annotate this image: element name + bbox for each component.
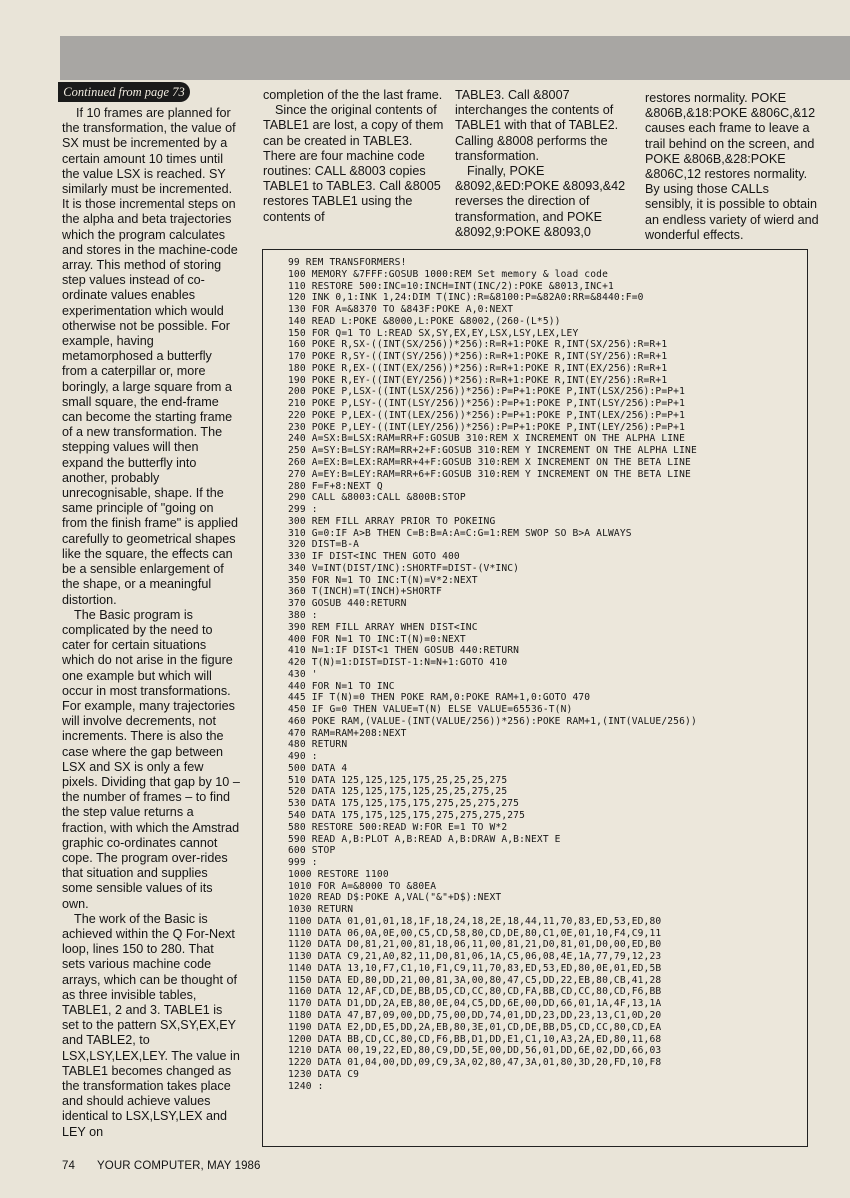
listing-line: 1100 DATA 01,01,01,18,1F,18,24,18,2E,18,44,11,70,83,ED,53,ED,80 xyxy=(288,915,662,927)
listing-line: 1150 DATA ED,80,DD,21,00,81,3A,00,80,47,C5,DD,22,EB,80,CB,41,28 xyxy=(288,974,662,986)
listing-line: 280 F=F+8:NEXT Q xyxy=(288,480,383,492)
listing-line: 540 DATA 175,175,125,175,275,275,275,275 xyxy=(288,809,526,821)
paragraph: Since the original contents of TABLE1 are lost, a copy of them can be created in TABLE3. There are four machine code routines: CALL &8003 copies TABLE1 to TABLE3. Call &8005 restores TABLE1 using the contents of xyxy=(263,103,444,224)
listing-line: 1220 DATA 01,04,00,DD,09,C9,3A,02,80,47,3A,01,80,3D,20,FD,10,F8 xyxy=(288,1057,662,1069)
listing-line: 330 IF DIST<INC THEN GOTO 400 xyxy=(288,551,460,563)
column-4-text xyxy=(645,91,820,243)
listing-line: 290 CALL &8003:CALL &800B:STOP xyxy=(288,492,466,504)
listing-line: 1000 RESTORE 1100 xyxy=(288,868,389,880)
listing-line: 450 IF G=0 THEN VALUE=T(N) ELSE VALUE=65536-T(N) xyxy=(288,704,573,716)
listing-line: 440 FOR N=1 TO INC xyxy=(288,680,395,692)
listing-line: 530 DATA 175,125,175,175,275,25,275,275 xyxy=(288,798,520,810)
listing-line: 340 V=INT(DIST/INC):SHORTF=DIST-(V*INC) xyxy=(288,562,520,574)
listing-line: 250 A=SY:B=LSY:RAM=RR+2+F:GOSUB 310:REM Y INCREMENT ON THE ALPHA LINE xyxy=(288,445,697,457)
listing-line: 590 READ A,B:PLOT A,B:READ A,B:DRAW A,B:NEXT E xyxy=(288,833,561,845)
page-number: 74 xyxy=(62,1160,75,1172)
listing-line: 300 REM FILL ARRAY PRIOR TO POKEING xyxy=(288,515,496,527)
listing-line: 1110 DATA 06,0A,0E,00,C5,CD,58,80,CD,DE,80,C1,0E,01,10,F4,C9,11 xyxy=(288,927,662,939)
listing-line: 99 REM TRANSFORMERS! xyxy=(288,257,407,268)
listing-line: 270 A=EY:B=LEY:RAM=RR+6+F:GOSUB 310:REM Y INCREMENT ON THE BETA LINE xyxy=(288,468,691,480)
listing-line: 1010 FOR A=&8000 TO &80EA xyxy=(288,880,437,892)
column-3 xyxy=(455,88,633,240)
listing-line: 230 POKE P,LEY-((INT(LEY/256))*256):P=P+1:POKE P,INT(LEY/256):P=P+1 xyxy=(288,421,686,433)
listing-line: 170 POKE R,SY-((INT(SY/256))*256):R=R+1:POKE R,INT(SY/256):R=R+1 xyxy=(288,351,668,363)
listing-line: 120 INK 0,1:INK 1,24:DIM T(INC):R=&8100:P=&82A0:RR=&8440:F=0 xyxy=(288,292,644,304)
paragraph: Finally, POKE &8092,&ED:POKE &8093,&42 reverses the direction of transformation, and POKE &8092,9:POKE &8093,0 xyxy=(455,164,626,239)
listing-line: 510 DATA 125,125,125,175,25,25,25,275 xyxy=(288,774,508,786)
listing-line: 220 POKE P,LEX-((INT(LEX/256))*256):P=P+1:POKE P,INT(LEX/256):P=P+1 xyxy=(288,409,686,421)
column-1 xyxy=(62,106,240,1140)
column-2-text xyxy=(263,88,445,225)
listing-line: 370 GOSUB 440:RETURN xyxy=(288,598,407,610)
listing-line: 490 : xyxy=(288,751,318,763)
column-3-text xyxy=(455,88,633,240)
listing-line: 520 DATA 125,125,175,125,25,25,275,25 xyxy=(288,786,508,798)
page-footer xyxy=(62,1160,283,1172)
header-bar xyxy=(60,36,850,80)
listing-line: 320 DIST=B-A xyxy=(288,539,360,551)
program-listing xyxy=(288,257,803,1092)
listing-line: 1200 DATA BB,CD,CC,80,CD,F6,BB,D1,DD,E1,C1,10,A3,2A,ED,80,11,68 xyxy=(288,1033,662,1045)
listing-line: 310 G=0:IF A>B THEN C=B:B=A:A=C:G=1:REM SWOP SO B>A ALWAYS xyxy=(288,527,632,539)
listing-line: 1170 DATA D1,DD,2A,EB,80,0E,04,C5,DD,6E,00,DD,66,01,1A,4F,13,1A xyxy=(288,998,662,1010)
listing-line: 1140 DATA 13,10,F7,C1,10,F1,C9,11,70,83,ED,53,ED,80,0E,01,ED,5B xyxy=(288,962,662,974)
listing-line: 430 ' xyxy=(288,668,318,680)
publication-line: YOUR COMPUTER, MAY 1986 xyxy=(97,1160,261,1172)
listing-line: 410 N=1:IF DIST<1 THEN GOSUB 440:RETURN xyxy=(288,645,520,657)
listing-line: 390 REM FILL ARRAY WHEN DIST<INC xyxy=(288,621,478,633)
listing-line: 190 POKE R,EY-((INT(EY/256))*256):R=R+1:POKE R,INT(EY/256):R=R+1 xyxy=(288,374,668,386)
listing-line: 299 : xyxy=(288,504,318,516)
paragraph: If 10 frames are planned for the transformation, the value of SX must be incremented by a certain amount 10 times until the value LSX is reached. SY similarly must be incremented. It is those incremental steps on the alpha and beta trajectories which the program calculates and stores in the machine-code array. This method of storing step values instead of co-ordinate values enables experimentation which would otherwise not be possible. For example, having metamorphosed a butterfly from a caterpillar or, more boringly, a large square from a small square, the end-frame can become the starting frame of a new transformation. The stepping values will then expand the butterfly into another, probably unrecognisable, shape. If the same principle of "going on from the finish frame" is applied carefully to geometrical shapes like the square, the effects can be a sensible enlargement of the shape, or a meaningful distortion. xyxy=(62,106,238,607)
listing-line: 110 RESTORE 500:INC=10:INCH=INT(INC/2):POKE &8013,INC+1 xyxy=(288,280,614,292)
listing-line: 1240 : xyxy=(288,1080,324,1092)
paragraph: The Basic program is complicated by the need to cater for certain situations which do not arise in the figure one example but which will occur in most transformations. For example, many trajectories will involve decrements, not increments. There is also the case where the gap between LSX and SX is only a few pixels. Dividing that gap by 10 – the number of frames – to find the step value returns a fraction, with which the Amstrad graphic co-ordinates cannot cope. The program over-rides that situation and supplies some sensible values of its own. xyxy=(62,607,240,911)
listing-line: 160 POKE R,SX-((INT(SX/256))*256):R=R+1:POKE R,INT(SX/256):R=R+1 xyxy=(288,339,668,351)
listing-line: 150 FOR Q=1 TO L:READ SX,SY,EX,EY,LSX,LSY,LEX,LEY xyxy=(288,327,579,339)
listing-line: 380 : xyxy=(288,609,318,621)
listing-line: 500 DATA 4 xyxy=(288,762,348,774)
listing-line: 1230 DATA C9 xyxy=(288,1068,360,1080)
column-1-text xyxy=(62,106,240,1140)
listing-line: 240 A=SX:B=LSX:RAM=RR+F:GOSUB 310:REM X INCREMENT ON THE ALPHA LINE xyxy=(288,433,686,445)
column-4 xyxy=(645,91,820,243)
listing-line: 1210 DATA 00,19,22,ED,80,C9,DD,5E,00,DD,56,01,DD,6E,02,DD,66,03 xyxy=(288,1045,662,1057)
continued-tab: Continued from page 73 xyxy=(58,82,190,102)
column-2 xyxy=(263,88,445,225)
listing-line: 470 RAM=RAM+208:NEXT xyxy=(288,727,407,739)
listing-line: 460 POKE RAM,(VALUE-(INT(VALUE/256))*256):POKE RAM+1,(INT(VALUE/256)) xyxy=(288,715,697,727)
paragraph: restores normality. POKE &806B,&18:POKE &806C,&12 causes each frame to leave a trail behind on the screen, and POKE &806B,&28:POKE &806C,12 restores normality. By using those CALLs sensibly, it is possible to obtain an endless variety of wierd and wonderful effects. xyxy=(645,91,819,242)
listing-line: 260 A=EX:B=LEX:RAM=RR+4+F:GOSUB 310:REM X INCREMENT ON THE BETA LINE xyxy=(288,457,691,469)
paragraph: completion of the the last frame. xyxy=(263,88,443,102)
listing-line: 420 T(N)=1:DIST=DIST-1:N=N+1:GOTO 410 xyxy=(288,657,508,669)
listing-line: 130 FOR A=&8370 TO &843F:POKE A,0:NEXT xyxy=(288,304,514,316)
listing-line: 600 STOP xyxy=(288,845,336,857)
listing-line: 140 READ L:POKE &8000,L:POKE &8002,(260-(L*5)) xyxy=(288,315,561,327)
listing-line: 480 RETURN xyxy=(288,739,348,751)
listing-line: 200 POKE P,LSX-((INT(LSX/256))*256):P=P+1:POKE P,INT(LSX/256):P=P+1 xyxy=(288,386,686,398)
paragraph: The work of the Basic is achieved within the Q For-Next loop, lines 150 to 280. That sets various machine code arrays, which can be thought of as three invisible tables, TABLE1, 2 and 3. TABLE1 is set to the pattern SX,SY,EX,EY and TABLE2, to LSX,LSY,LEX,LEY. The value in TABLE1 becomes changed as the transformation takes place and should achieve values identical to LSX,LSY,LEX and LEY on xyxy=(62,911,240,1139)
listing-line: 1180 DATA 47,B7,09,00,DD,75,00,DD,74,01,DD,23,DD,23,13,C1,0D,20 xyxy=(288,1010,662,1021)
listing-line: 580 RESTORE 500:READ W:FOR E=1 TO W*2 xyxy=(288,821,508,833)
listing-line: 1130 DATA C9,21,A0,82,11,D0,81,06,1A,C5,06,08,4E,1A,77,79,12,23 xyxy=(288,951,662,963)
listing-line: 1020 READ D$:POKE A,VAL("&"+D$):NEXT xyxy=(288,892,502,904)
listing-line: 999 : xyxy=(288,857,318,869)
listing-line: 1160 DATA 12,AF,CD,DE,BB,D5,CD,CC,80,CD,FA,BB,CD,CC,80,CD,F6,BB xyxy=(288,986,662,998)
listing-line: 1190 DATA E2,DD,E5,DD,2A,EB,80,3E,01,CD,DE,BB,D5,CD,CC,80,CD,EA xyxy=(288,1021,662,1033)
listing-line: 210 POKE P,LSY-((INT(LSY/256))*256):P=P+1:POKE P,INT(LSY/256):P=P+1 xyxy=(288,398,686,410)
listing-line: 360 T(INCH)=T(INCH)+SHORTF xyxy=(288,586,443,598)
listing-line: 1030 RETURN xyxy=(288,904,354,916)
paragraph: TABLE3. Call &8007 interchanges the contents of TABLE1 with that of TABLE2. Calling &8008 performs the transformation. xyxy=(455,88,619,163)
listing-line: 400 FOR N=1 TO INC:T(N)=0:NEXT xyxy=(288,633,466,645)
listing-line: 100 MEMORY &7FFF:GOSUB 1000:REM Set memory & load code xyxy=(288,268,608,280)
listing-line: 1120 DATA D0,81,21,00,81,18,06,11,00,81,21,D0,81,01,D0,00,ED,B0 xyxy=(288,939,662,951)
listing-line: 180 POKE R,EX-((INT(EX/256))*256):R=R+1:POKE R,INT(EX/256):R=R+1 xyxy=(288,362,668,374)
listing-line: 445 IF T(N)=0 THEN POKE RAM,0:POKE RAM+1,0:GOTO 470 xyxy=(288,692,591,704)
listing-line: 350 FOR N=1 TO INC:T(N)=V*2:NEXT xyxy=(288,574,478,586)
